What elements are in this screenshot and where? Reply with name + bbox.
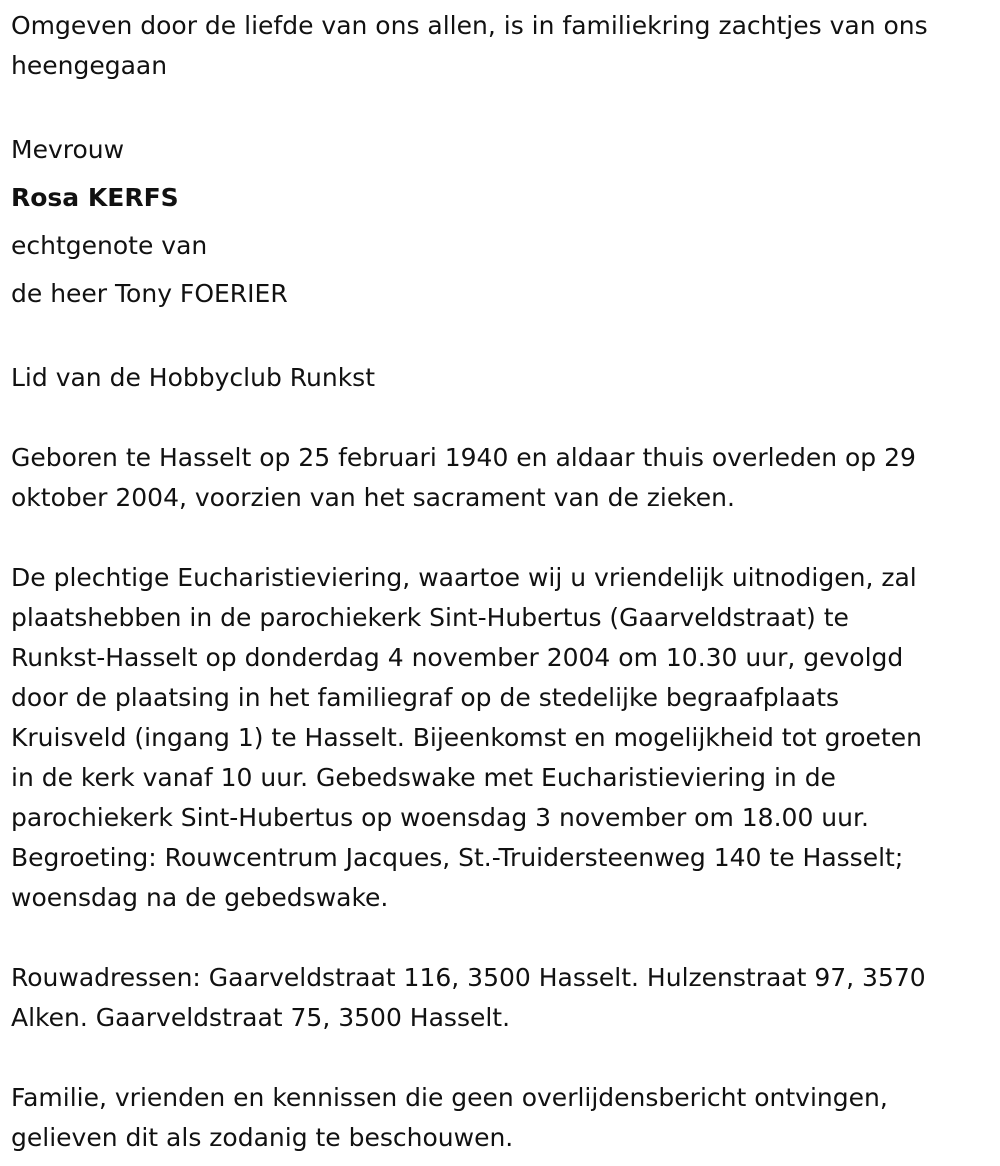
text-line: Rouwadressen: Gaarveldstraat 116, 3500 Hasselt. Hulzenstraat 97, 3570 (11, 963, 926, 992)
birth-death-paragraph (11, 438, 991, 518)
address-paragraph (11, 958, 991, 1038)
membership-text: Lid van de Hobbyclub Runkst (11, 363, 376, 392)
deceased-name: Rosa KERFS (11, 183, 179, 212)
text-line: door de plaatsing in het familiegraf op de stedelijke begraafplaats (11, 683, 840, 712)
text-line: woensdag na de gebedswake. (11, 883, 389, 912)
text-line: Geboren te Hasselt op 25 februari 1940 en aldaar thuis overleden op 29 (11, 443, 916, 472)
paragraph-gap (11, 318, 991, 358)
membership-paragraph (11, 358, 991, 398)
paragraph-gap (11, 1038, 991, 1078)
salutation: Mevrouw (11, 135, 125, 164)
text-line: Runkst-Hasselt op donderdag 4 november 2004 om 10.30 uur, gevolgd (11, 643, 904, 672)
relation-text: echtgenote van (11, 231, 208, 260)
closing-paragraph (11, 1078, 991, 1158)
obituary-notice (11, 6, 991, 1158)
text-line: De plechtige Eucharistieviering, waartoe wij u vriendelijk uitnodigen, zal (11, 563, 917, 592)
text-line: Omgeven door de liefde van ons allen, is in familiekring zachtjes van ons (11, 11, 928, 40)
text-line: Kruisveld (ingang 1) te Hasselt. Bijeenkomst en mogelijkheid tot groeten (11, 723, 922, 752)
intro-paragraph (11, 6, 991, 86)
paragraph-gap (11, 86, 991, 126)
text-line: parochiekerk Sint-Hubertus op woensdag 3 november om 18.00 uur. (11, 803, 869, 832)
paragraph-gap (11, 518, 991, 558)
paragraph-gap (11, 918, 991, 958)
text-line: Alken. Gaarveldstraat 75, 3500 Hasselt. (11, 1003, 511, 1032)
deceased-block (11, 126, 991, 318)
text-line: Begroeting: Rouwcentrum Jacques, St.-Truidersteenweg 140 te Hasselt; (11, 843, 904, 872)
text-line: gelieven dit als zodanig te beschouwen. (11, 1123, 514, 1152)
paragraph-gap (11, 398, 991, 438)
text-line: plaatshebben in de parochiekerk Sint-Hubertus (Gaarveldstraat) te (11, 603, 849, 632)
text-line: heengegaan (11, 51, 168, 80)
text-line: Familie, vrienden en kennissen die geen overlijdensbericht ontvingen, (11, 1083, 888, 1112)
text-line: in de kerk vanaf 10 uur. Gebedswake met Eucharistieviering in de (11, 763, 836, 792)
text-line: oktober 2004, voorzien van het sacrament van de zieken. (11, 483, 735, 512)
ceremony-paragraph (11, 558, 991, 918)
spouse-name: de heer Tony FOERIER (11, 279, 288, 308)
